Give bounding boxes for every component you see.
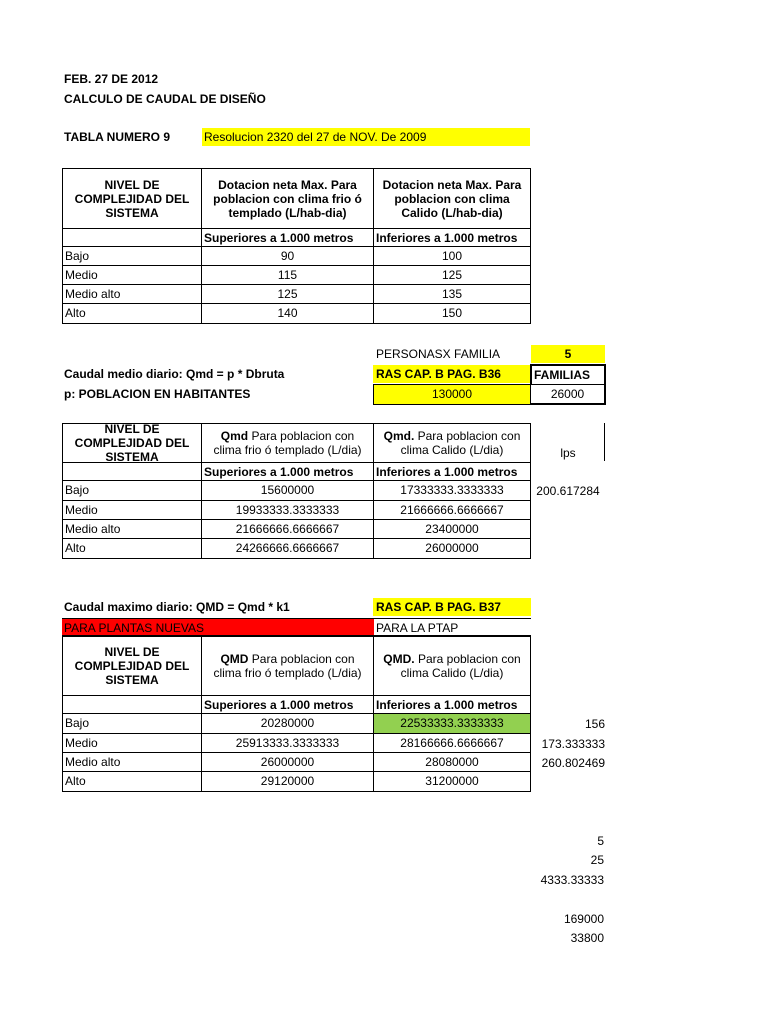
table-cell: 21666666.6666667: [201, 519, 374, 539]
table-row-level: Medio alto: [62, 752, 202, 772]
page-title: CALCULO DE CAUDAL DE DISEÑO: [64, 92, 266, 106]
table1-sub-empty: [62, 228, 202, 247]
table-cell: 17333333.3333333: [373, 480, 531, 501]
table3-header-warm: QMD. Para poblacion con clima Calido (L/dia): [373, 636, 531, 696]
table-cell: 25913333.3333333: [201, 733, 374, 753]
poblacion-label: p: POBLACION EN HABITANTES: [64, 387, 251, 401]
table-cell: 90: [201, 246, 374, 266]
table-cell: 26000000: [373, 538, 531, 559]
loose-value: 5: [597, 834, 604, 848]
table-cell: 26000000: [201, 752, 374, 772]
table-row-level: Alto: [62, 538, 202, 559]
table-cell-highlighted: 22533333.3333333: [373, 713, 531, 734]
table2-header-level: NIVEL DE COMPLEJIDAD DEL SISTEMA: [62, 423, 202, 463]
table-number-label: TABLA NUMERO 9: [64, 130, 170, 144]
ras-ref-b37: RAS CAP. B PAG. B37: [373, 598, 531, 616]
table3-header-cold: QMD Para poblacion con clima frio ó templado (L/dia): [201, 636, 374, 696]
table-cell: 28166666.6666667: [373, 733, 531, 753]
personas-label: PERSONASX FAMILIA: [376, 347, 501, 361]
table3-sub-superiores: Superiores a 1.000 metros: [201, 695, 374, 714]
table-row-level: Alto: [62, 771, 202, 792]
table2-sub-empty: [62, 462, 202, 481]
table-row-level: Medio alto: [62, 284, 202, 304]
date-label: FEB. 27 DE 2012: [64, 72, 159, 86]
table-cell: 125: [373, 265, 531, 285]
table-cell: 24266666.6666667: [201, 538, 374, 559]
table-cell: 150: [373, 303, 531, 324]
lps-value: 200.617284: [536, 484, 600, 498]
table-cell: 140: [201, 303, 374, 324]
qmd-formula: Caudal medio diario: Qmd = p * Dbruta: [64, 367, 285, 381]
table2-sub-superiores: Superiores a 1.000 metros: [201, 462, 374, 481]
familias-value: 26000: [530, 384, 606, 405]
table-row-level: Medio: [62, 265, 202, 285]
lps-column-line: [604, 423, 605, 461]
table-cell: 135: [373, 284, 531, 304]
table-row-level: Alto: [62, 303, 202, 324]
table1-sub-superiores: Superiores a 1.000 metros: [201, 228, 374, 247]
side-value: 173.333333: [541, 737, 605, 751]
table-cell: 20280000: [201, 713, 374, 734]
table-row-level: Bajo: [62, 480, 202, 501]
ras-ref-b36: RAS CAP. B PAG. B36: [373, 365, 531, 383]
table-cell: 29120000: [201, 771, 374, 792]
table1-header-level: NIVEL DE COMPLEJIDAD DEL SISTEMA: [62, 168, 202, 229]
loose-value: 169000: [563, 912, 604, 926]
table-row-level: Medio: [62, 733, 202, 753]
table-row-level: Bajo: [62, 713, 202, 734]
table2-sub-inferiores: Inferiores a 1.000 metros: [373, 462, 531, 481]
loose-value: 25: [590, 853, 604, 867]
ptap-label: PARA LA PTAP: [373, 618, 531, 636]
table-cell: 125: [201, 284, 374, 304]
table3-header-level: NIVEL DE COMPLEJIDAD DEL SISTEMA: [62, 636, 202, 696]
table-cell: 23400000: [373, 519, 531, 539]
table1-header-warm: Dotacion neta Max. Para poblacion con clima Calido (L/hab-dia): [373, 168, 531, 229]
loose-value: 33800: [570, 931, 604, 945]
table3-sub-inferiores: Inferiores a 1.000 metros: [373, 695, 531, 714]
table-cell: 21666666.6666667: [373, 500, 531, 520]
side-value: 260.802469: [541, 756, 605, 770]
table-cell: 115: [201, 265, 374, 285]
table1-sub-inferiores: Inferiores a 1.000 metros: [373, 228, 531, 247]
table2-header-cold: Qmd Para poblacion con clima frio ó templado (L/dia): [201, 423, 374, 463]
personas-value: 5: [531, 345, 605, 363]
table-cell: 28080000: [373, 752, 531, 772]
familias-label: FAMILIAS: [530, 364, 606, 385]
table3-sub-empty: [62, 695, 202, 714]
table-row-level: Medio alto: [62, 519, 202, 539]
table2-header-warm: Qmd. Para poblacion con clima Calido (L/dia): [373, 423, 531, 463]
loose-value: 4333.33333: [540, 873, 604, 887]
qmd-max-formula: Caudal maximo diario: QMD = Qmd * k1: [64, 600, 290, 614]
table-cell: 15600000: [201, 480, 374, 501]
table-row-level: Medio: [62, 500, 202, 520]
table-cell: 19933333.3333333: [201, 500, 374, 520]
lps-header: lps: [560, 446, 576, 460]
table-cell: 100: [373, 246, 531, 266]
table-cell: 31200000: [373, 771, 531, 792]
resolution-label: Resolucion 2320 del 27 de NOV. De 2009: [202, 128, 530, 146]
table1-header-cold: Dotacion neta Max. Para poblacion con clima frio ó templado (L/hab-dia): [201, 168, 374, 229]
side-value: 156: [584, 717, 605, 731]
poblacion-value: 130000: [373, 384, 531, 405]
plantas-nuevas-label: PARA PLANTAS NUEVAS: [62, 618, 374, 636]
table-row-level: Bajo: [62, 246, 202, 266]
